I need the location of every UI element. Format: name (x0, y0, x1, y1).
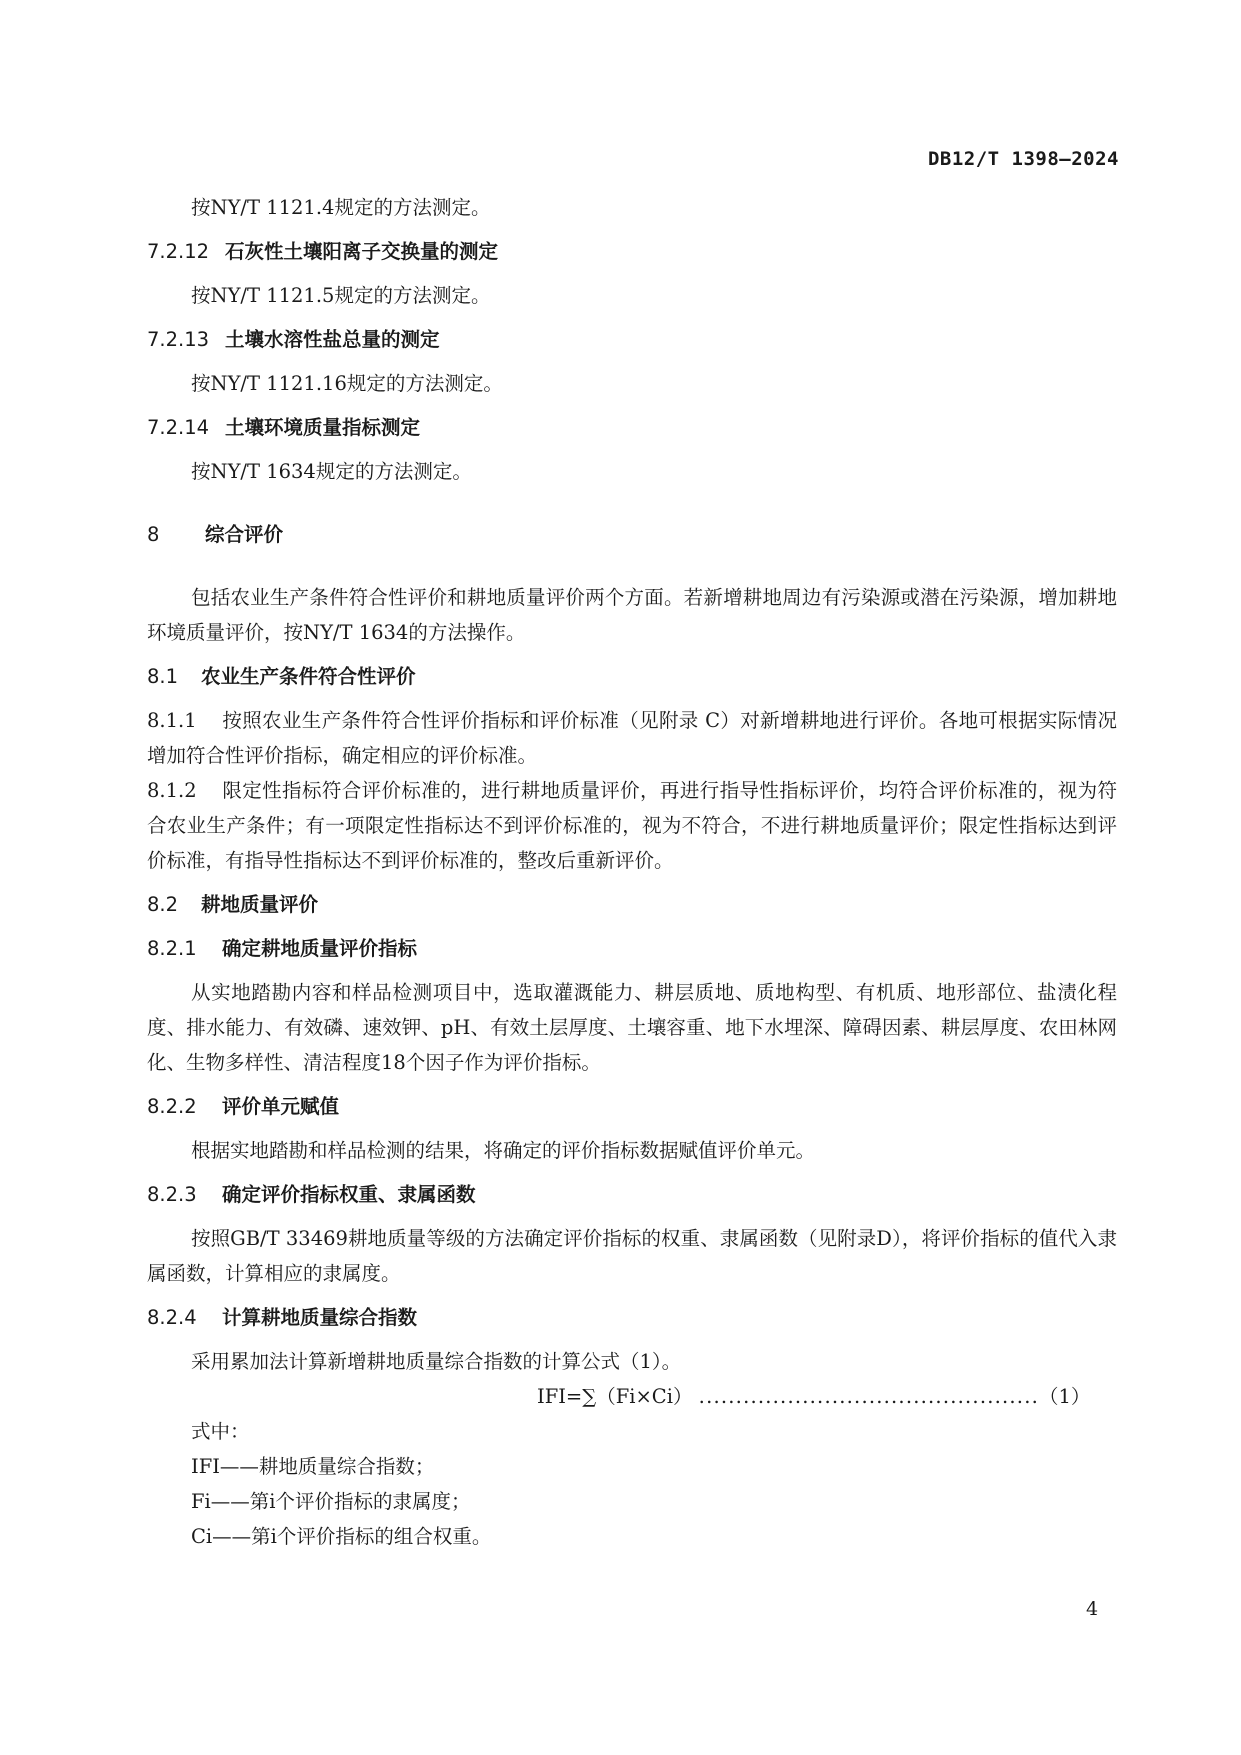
definition-ci: Ci——第i个评价指标的组合权重。 (191, 1525, 492, 1548)
paragraph: 按NY/T 1634规定的方法测定。 (191, 460, 472, 483)
formula-label: （1） (1039, 1385, 1091, 1408)
paragraph: 按照GB/T 33469耕地质量等级的方法确定评价指标的权重、隶属函数（见附录D），将评价指标的值代入隶属函数，计算相应的隶属度。 (147, 1227, 1117, 1285)
heading-8-1: 8.1 农业生产条件符合性评价 (147, 665, 416, 688)
section-heading-8: 8 综合评价 (147, 523, 284, 546)
heading-8-2: 8.2 耕地质量评价 (147, 893, 319, 916)
document-code: DB12/T 1398—2024 (927, 148, 1119, 170)
heading-8-2-4: 8.2.4 计算耕地质量综合指数 (147, 1306, 418, 1329)
heading-7-2-12: 7.2.12 石灰性土壤阳离子交换量的测定 (147, 240, 499, 263)
heading-8-2-3: 8.2.3 确定评价指标权重、隶属函数 (147, 1183, 476, 1206)
numbered-paragraph-8-1-2: 8.1.2 限定性指标符合评价标准的，进行耕地质量评价，再进行指导性指标评价，均符合评价标准的，视为符合农业生产条件；有一项限定性指标达不到评价标准的，视为不符合，不进行耕地质量评价；限定性指标达到评价标准，有指导性指标达不到评价标准的，整改后重新评价。 (147, 779, 1117, 872)
heading-8-2-1: 8.2.1 确定耕地质量评价指标 (147, 937, 418, 960)
heading-8-2-2: 8.2.2 评价单元赋值 (147, 1095, 340, 1118)
paragraph-where: 式中： (191, 1420, 250, 1443)
paragraph: 按NY/T 1121.5规定的方法测定。 (191, 284, 491, 307)
formula-expression: IFI=∑（Fi×Ci） (537, 1385, 693, 1408)
paragraph: 采用累加法计算新增耕地质量综合指数的计算公式（1）。 (191, 1350, 682, 1373)
paragraph: 按NY/T 1121.16规定的方法测定。 (191, 372, 503, 395)
heading-7-2-14: 7.2.14 土壤环境质量指标测定 (147, 416, 421, 439)
paragraph: 根据实地踏勘和样品检测的结果，将确定的评价指标数据赋值评价单元。 (191, 1139, 816, 1162)
definition-fi: Fi——第i个评价指标的隶属度； (191, 1490, 471, 1513)
definition-ifi: IFI——耕地质量综合指数； (191, 1455, 435, 1478)
numbered-paragraph-8-1-1: 8.1.1 按照农业生产条件符合性评价指标和评价标准（见附录 C）对新增耕地进行评价。各地可根据实际情况增加符合性评价指标，确定相应的评价标准。 (147, 709, 1117, 767)
formula-1 (147, 1379, 1117, 1414)
paragraph: 从实地踏勘内容和样品检测项目中，选取灌溉能力、耕层质地、质地构型、有机质、地形部位、盐渍化程度、排水能力、有效磷、速效钾、pH、有效土层厚度、土壤容重、地下水埋深、障碍因素、耕层厚度、农田林网化、生物多样性、清洁程度18个因子作为评价指标。 (147, 981, 1117, 1074)
heading-7-2-13: 7.2.13 土壤水溶性盐总量的测定 (147, 328, 440, 351)
page-number: 4 (1086, 1598, 1099, 1620)
paragraph: 包括农业生产条件符合性评价和耕地质量评价两个方面。若新增耕地周边有污染源或潜在污染源，增加耕地环境质量评价，按NY/T 1634的方法操作。 (147, 586, 1117, 644)
paragraph: 按NY/T 1121.4规定的方法测定。 (191, 196, 491, 219)
formula-leader-dots: .............................................. (698, 1385, 1040, 1408)
document-body (147, 190, 1117, 1554)
